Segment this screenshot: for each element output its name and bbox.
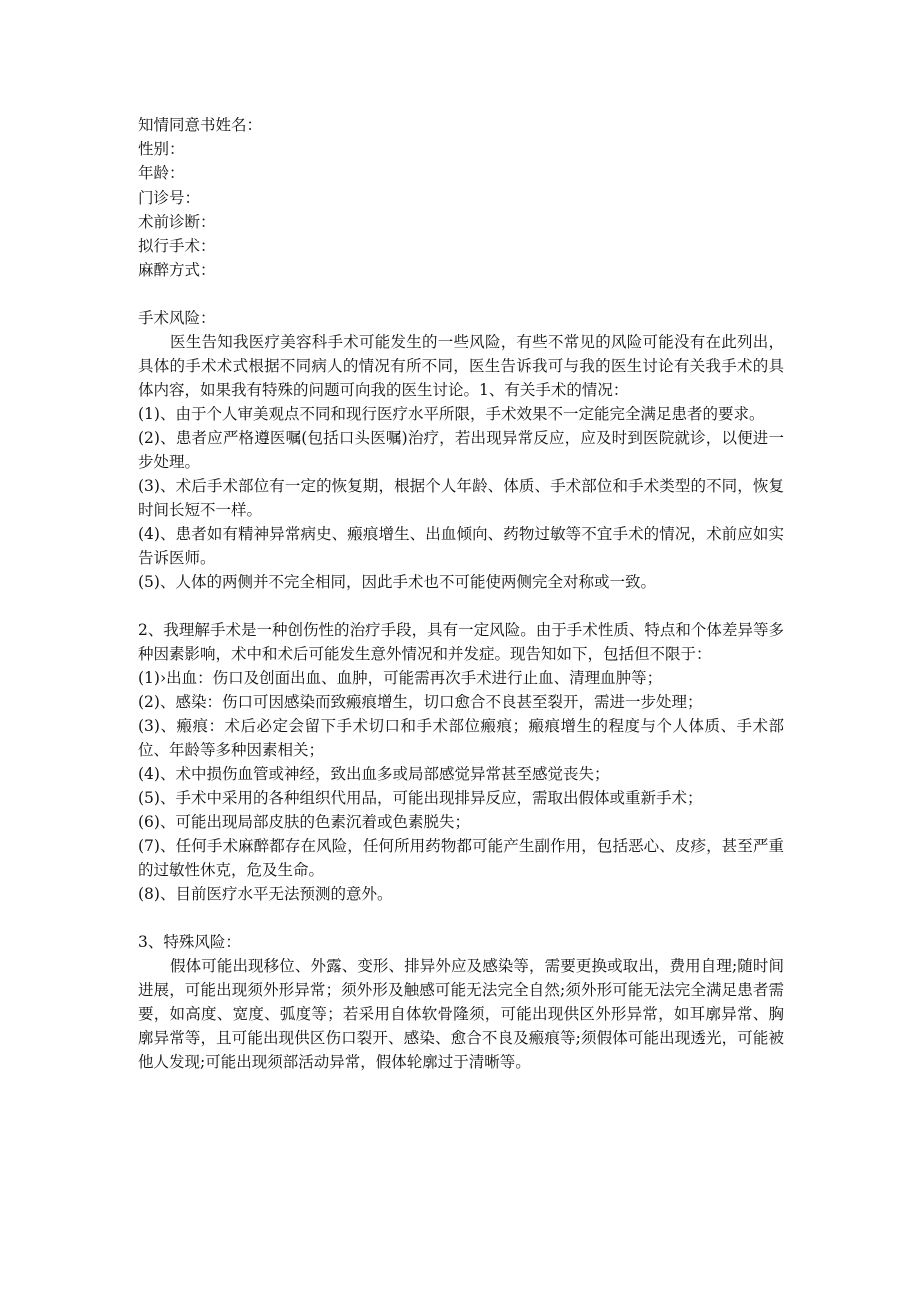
list-item: (2)、患者应严格遵医嘱(包括口头医嘱)治疗，若出现异常反应，应及时到医院就诊，以便进一步处理。 <box>138 429 784 472</box>
section-heading: 手术风险： <box>138 309 216 328</box>
field-clinic-number-label: 门诊号： <box>138 188 201 207</box>
patient-fields <box>138 113 784 282</box>
field-planned-surgery-label: 拟行手术： <box>138 236 216 255</box>
field-age-label: 年龄： <box>138 164 185 183</box>
list-item: (7)、任何手术麻醉都存在风险，任何所用药物都可能产生副作用，包括恶心、皮疹，甚至严重的过敏性休克，危及生命。 <box>138 837 784 880</box>
field-name-label: 知情同意书姓名： <box>138 116 263 134</box>
list-item: (1)、由于个人审美观点不同和现行医疗水平所限，手术效果不一定能完全满足患者的要求。 <box>138 405 765 424</box>
spacer <box>138 906 784 930</box>
list-item: (3)、瘢痕：术后必定会留下手术切口和手术部位瘢痕；瘢痕增生的程度与个人体质、手术部位、年龄等多种因素相关； <box>138 717 784 760</box>
list-item: (2)、感染：伤口可因感染而致瘢痕增生，切口愈合不良甚至裂开，需进一步处理； <box>138 693 703 712</box>
section-complications <box>138 618 784 906</box>
section-intro: 医生告知我医疗美容科手术可能发生的一些风险，有些不常见的风险可能没有在此列出，具体的手术术式根据不同病人的情况有所不同，医生告诉我可与我的医生讨论有关我手术的具体内容，如果我有特殊的问题可向我的医生讨论。1、有关手术的情况： <box>138 333 784 400</box>
spacer <box>138 594 784 618</box>
section-intro: 2、我理解手术是一种创伤性的治疗手段，具有一定风险。由于手术性质、特点和个体差异等多种因素影响，术中和术后可能发生意外情况和并发症。现告知如下，包括但不限于： <box>138 621 784 664</box>
section-heading: 3、特殊风险： <box>138 933 241 952</box>
field-preop-diagnosis-label: 术前诊断： <box>138 212 216 231</box>
list-item: (6)、可能出现局部皮肤的色素沉着或色素脱失； <box>138 813 470 832</box>
list-item: (5)、人体的两侧并不完全相同，因此手术也不可能使两侧完全对称或一致。 <box>138 573 656 592</box>
section-special-risk <box>138 930 784 1074</box>
list-item: (4)、术中损伤血管或神经，致出血多或局部感觉异常甚至感觉丧失； <box>138 765 610 784</box>
section-body: 假体可能出现移位、外露、变形、排异外应及感染等，需要更换或取出，费用自理;随时间进展，可能出现须外形异常；须外形及触感可能无法完全自然;须外形可能无法完全满足患者需要，如高度、宽度、弧度等；若采用自体软骨隆须，可能出现供区外形异常，如耳廓异常、胸廓异常等，且可能出现供区伤口裂开、感染、愈合不良及瘢痕等;须假体可能出现透光，可能被他人发现;可能出现须部活动异常，假体轮廓过于清晰等。 <box>138 957 784 1072</box>
list-item: (4)、患者如有精神异常病史、瘢痕增生、出血倾向、药物过敏等不宜手术的情况，术前应如实告诉医师。 <box>138 525 784 568</box>
spacer <box>138 282 784 306</box>
list-item: (3)、术后手术部位有一定的恢复期，根据个人年龄、体质、手术部位和手术类型的不同，恢复时间长短不一样。 <box>138 477 784 520</box>
section-surgical-risk <box>138 306 784 594</box>
field-gender-label: 性别： <box>138 140 185 159</box>
field-anesthesia-label: 麻醉方式： <box>138 261 216 280</box>
list-item: (1)›出血：伤口及创面出血、血肿，可能需再次手术进行止血、清理血肿等； <box>138 669 663 688</box>
list-item: (5)、手术中采用的各种组织代用品，可能出现排异反应，需取出假体或重新手术； <box>138 789 703 808</box>
list-item: (8)、目前医疗水平无法预测的意外。 <box>138 885 393 904</box>
consent-document <box>138 113 784 1074</box>
